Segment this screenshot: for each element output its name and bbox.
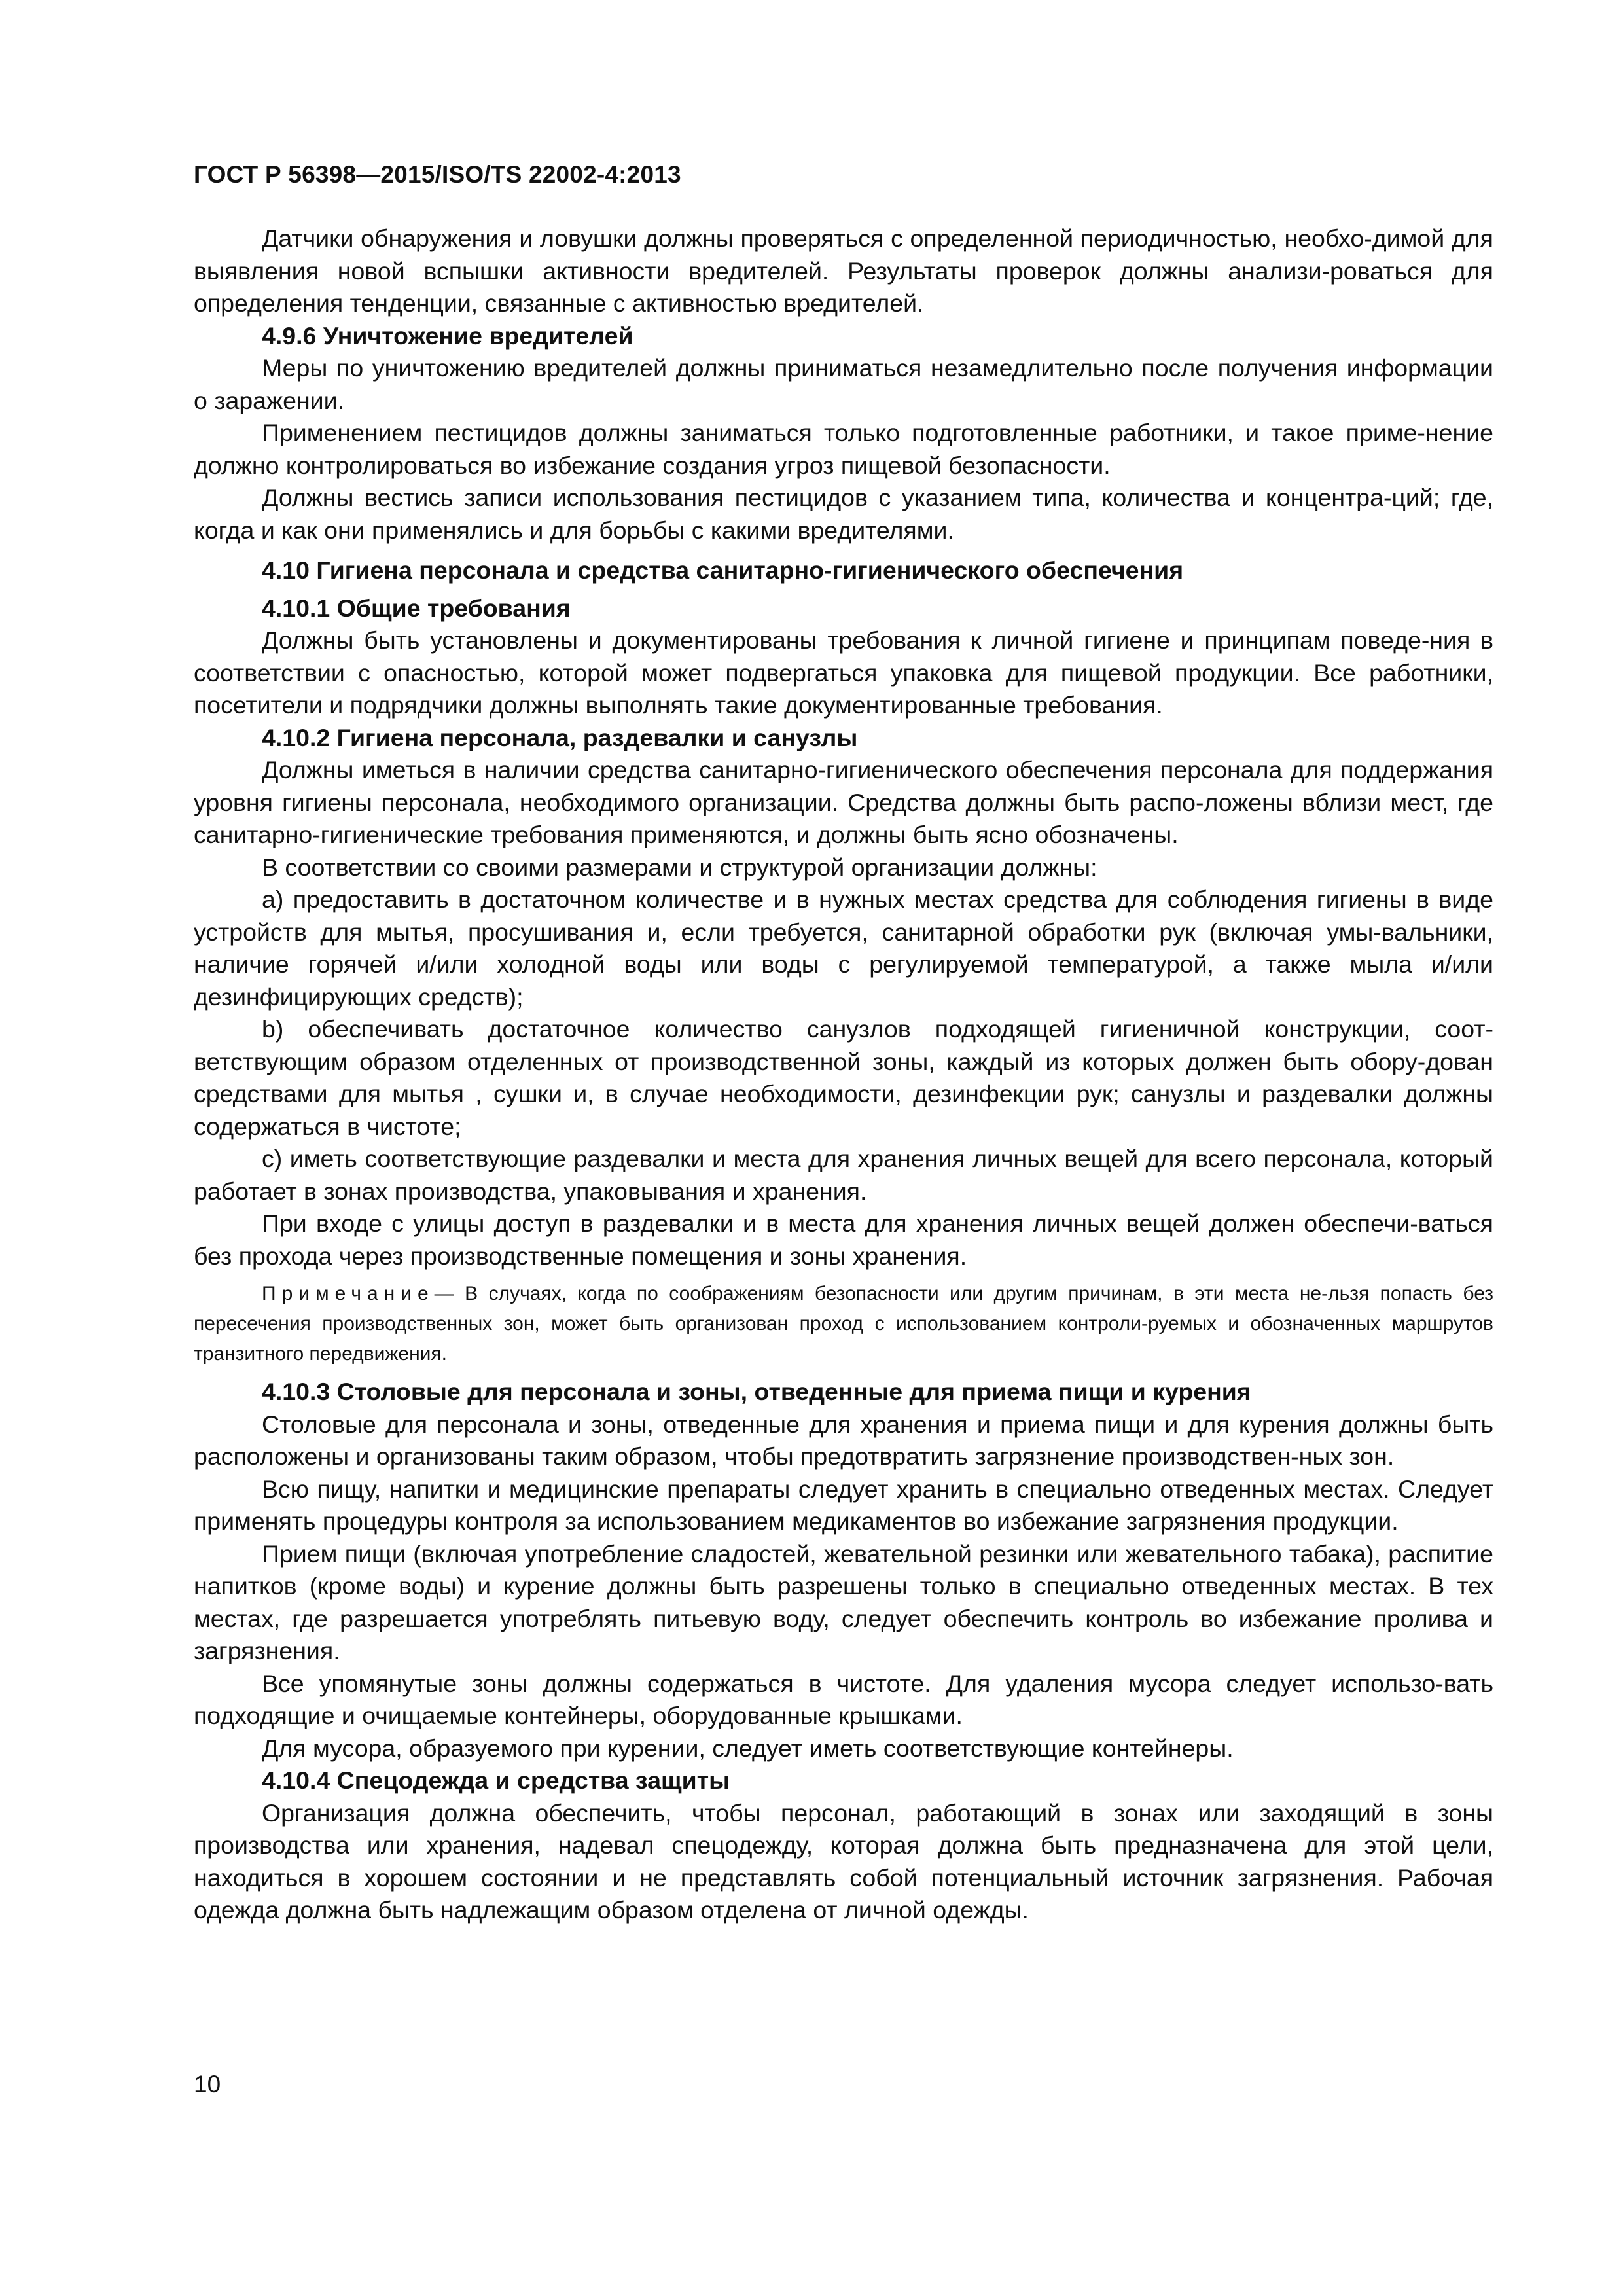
heading-4-10-2: 4.10.2 Гигиена персонала, раздевалки и санузлы bbox=[262, 723, 858, 751]
standard-header: ГОСТ Р 56398—2015/ISO/TS 22002-4:2013 bbox=[194, 161, 681, 188]
paragraph-pesticides-records: Должны вестись записи использования пестицидов с указанием типа, количества и концентра-ций; где, когда и как они применялись и для борьбы с какими вредителями. bbox=[194, 484, 1493, 544]
paragraph-entry: При входе с улицы доступ в раздевалки и в места для хранения личных вещей должен обеспечи-ваться без прохода через производственные помещения и зоны хранения. bbox=[194, 1210, 1493, 1270]
heading-4-10: 4.10 Гигиена персонала и средства санитарно-гигиенического обеспечения bbox=[262, 556, 1184, 584]
note-label: Примечание bbox=[262, 1283, 435, 1304]
document-body bbox=[194, 223, 1493, 1927]
heading-4-10-1: 4.10.1 Общие требования bbox=[262, 594, 571, 622]
heading-4-10-4: 4.10.4 Спецодежда и средства защиты bbox=[262, 1767, 730, 1794]
note-text: — В случаях, когда по соображениям безопасности или другим причинам, в эти места не-льзя попасть без пересечения производственных зон, может быть организован проход с использованием контроли-руемых и обозначенных маршрутов транзитного передвижения. bbox=[194, 1283, 1493, 1365]
paragraph-food-storage: Всю пищу, напитки и медицинские препараты следует хранить в специально отведенных местах. Следует применять процедуры контроля за использованием медикаментов во избежание загрязнения продукции. bbox=[194, 1475, 1493, 1535]
paragraph-clean-zones: Все упомянутые зоны должны содержаться в чистоте. Для удаления мусора следует использо-вать подходящие и очищаемые контейнеры, оборудованные крышками. bbox=[194, 1669, 1493, 1729]
paragraph-according: В соответствии со своими размерами и структурой организации должны: bbox=[262, 853, 1097, 881]
paragraph-workwear: Организация должна обеспечить, чтобы персонал, работающий в зонах или заходящий в зоны производства или хранения, надевал спецодежду, которая должна быть предназначена для этой цели, находиться в хорошем состоянии и не представлять собой потенциальный источник загрязнения. Рабочая одежда должна быть надлежащим образом отделена от личной одежды. bbox=[194, 1799, 1493, 1924]
paragraph-facilities: Должны иметься в наличии средства санитарно-гигиенического обеспечения персонала для поддержания уровня гигиены персонала, необходимого организации. Средства должны быть распо-ложены вблизи мест, где санитарно-гигиенические требования применяются, и должны быть ясно обозначены. bbox=[194, 756, 1493, 848]
list-item-b: b) обеспечивать достаточное количество санузлов подходящей гигиеничной конструкции, соот-ветствующим образом отделенных от производственной зоны, каждый из которых должен быть обору-дован средствами для мытья , сушки и, в случае необходимости, дезинфекции рук; санузлы и раздевалки должны содержаться в чистоте; bbox=[194, 1015, 1493, 1140]
heading-4-9-6: 4.9.6 Уничтожение вредителей bbox=[262, 321, 633, 350]
paragraph-eating: Прием пищи (включая употребление сладостей, жевательной резинки или жевательного табака), распитие напитков (кроме воды) и курение должны быть разрешены только в специально отведенных местах. В тех местах, где разрешается употреблять питьевую воду, следует обеспечить контроль во избежание пролива и загрязнения. bbox=[194, 1539, 1493, 1664]
paragraph-measures: Меры по уничтожению вредителей должны приниматься незамедлительно после получения информации о заражении. bbox=[194, 354, 1493, 414]
paragraph-pesticides-use: Применением пестицидов должны заниматься только подготовленные работники, и такое приме-нение должно контролироваться во избежание создания угроз пищевой безопасности. bbox=[194, 419, 1493, 479]
paragraph-canteens: Столовые для персонала и зоны, отведенные для хранения и приема пищи и для курения должны быть расположены и организованы таким образом, чтобы предотвратить загрязнение производствен-ных зон. bbox=[194, 1410, 1493, 1470]
list-item-c: c) иметь соответствующие раздевалки и места для хранения личных вещей для всего персонала, который работает в зонах производства, упаковывания и хранения. bbox=[194, 1145, 1493, 1205]
paragraph-detectors: Датчики обнаружения и ловушки должны проверяться с определенной периодичностью, необхо-димой для выявления новой вспышки активности вредителей. Результаты проверок должны анализи-роваться для определения тенденции, связанные с активностью вредителей. bbox=[194, 224, 1493, 317]
page-number: 10 bbox=[194, 2071, 221, 2098]
heading-4-10-3: 4.10.3 Столовые для персонала и зоны, отведенные для приема пищи и курения bbox=[262, 1378, 1251, 1405]
note bbox=[194, 1279, 1493, 1369]
paragraph-general: Должны быть установлены и документированы требования к личной гигиене и принципам поведе-ния в соответствии с опасностью, которой может подвергаться упаковка для пищевой продукции. Все работники, посетители и подрядчики должны выполнять такие документированные требования. bbox=[194, 626, 1493, 719]
list-item-a: a) предоставить в достаточном количестве и в нужных местах средства для соблюдения гигиены в виде устройств для мытья, просушивания и, если требуется, санитарной обработки рук (включая умы-вальники, наличие горячей и/или холодной воды или воды с регулируемой температурой, а также мыла и/или дезинфицирующих средств); bbox=[194, 886, 1493, 1011]
paragraph-smoking-waste: Для мусора, образуемого при курении, следует иметь соответствующие контейнеры. bbox=[262, 1734, 1234, 1762]
